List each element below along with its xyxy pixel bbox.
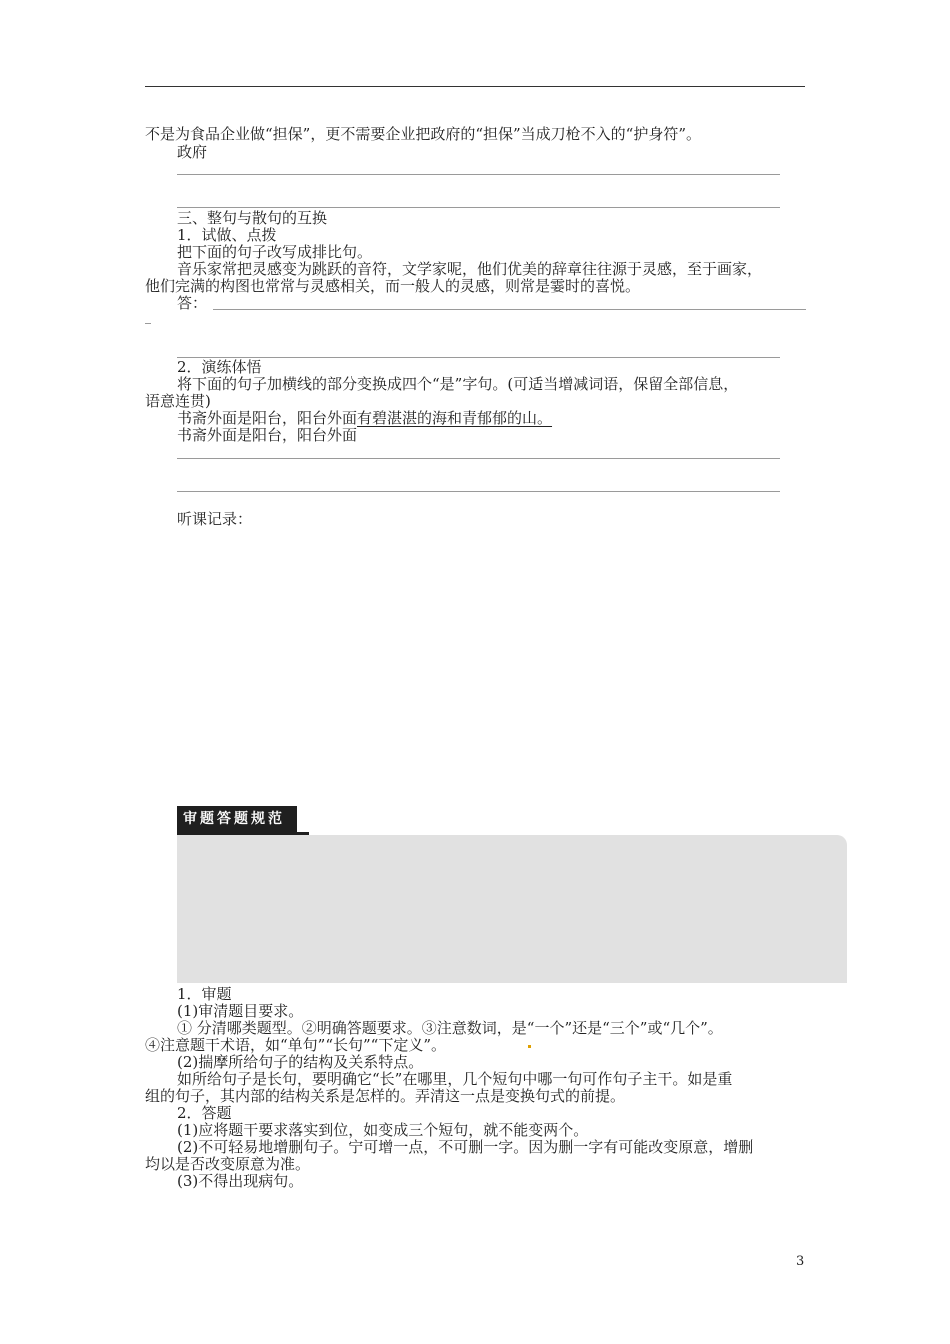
answer-line[interactable]	[213, 309, 806, 310]
exercise-text: 音乐家常把灵感变为跳跃的音符，文学家呢，他们优美的辞章往往源于灵感，至于画家，	[177, 260, 763, 278]
sentence-plain: 书斋外面是阳台，阳台外面	[177, 409, 358, 427]
norm-heading: 1．审题	[177, 985, 232, 1003]
subsection-heading: 1．试做、点拨	[177, 226, 277, 244]
norm-text: 如所给句子是长句，要明确它“长”在哪里，几个短句中哪一句可作句子主干。如是重	[177, 1070, 733, 1088]
answer-line[interactable]	[177, 357, 780, 358]
answer-line[interactable]	[177, 491, 780, 492]
example-sentence	[177, 409, 552, 427]
norm-text: (1)审清题目要求。	[177, 1002, 304, 1020]
paragraph-line: 不是为食品企业做“担保”，更不需要企业把政府的“担保”当成刀枪不入的“护身符”。	[145, 125, 702, 143]
norm-text: (3)不得出现病句。	[177, 1172, 304, 1190]
norm-text: ④注意题干术语，如“单句”“长句”“下定义”。	[145, 1036, 447, 1054]
content-panel	[177, 835, 847, 983]
section-heading: 三、整句与散句的互换	[177, 209, 328, 227]
norm-text: (2)揣摩所给句子的结构及关系特点。	[177, 1053, 424, 1071]
norm-text: (1)应将题干要求落实到位，如变成三个短句，就不能变两个。	[177, 1121, 589, 1139]
answer-line[interactable]	[177, 458, 780, 459]
header-rule	[145, 86, 805, 87]
instruction-text: 将下面的句子加横线的部分变换成四个“是”字句。(可适当增减词语，保留全部信息，	[177, 375, 739, 393]
answer-line[interactable]	[177, 174, 780, 175]
answer-label: 答：	[177, 294, 208, 312]
answer-line[interactable]	[177, 207, 780, 208]
page-number: 3	[796, 1254, 805, 1269]
sentence-underlined: 有碧湛湛的海和青郁郁的山。	[357, 409, 553, 427]
instruction-text: 把下面的句子改写成排比句。	[177, 243, 373, 261]
norm-text: 组的句子，其内部的结构关系是怎样的。弄清这一点是变换句式的前提。	[145, 1087, 626, 1105]
answer-prefix: 书斋外面是阳台，阳台外面	[177, 426, 358, 444]
notes-label: 听课记录：	[177, 510, 253, 528]
norm-text: 均以是否改变原意为准。	[145, 1155, 311, 1173]
norm-text: (2)不可轻易地增删句子。宁可增一点，不可删一字。因为删一字有可能改变原意，增删	[177, 1138, 754, 1156]
section-badge: 审题答题规范	[177, 806, 297, 832]
norm-text: ① 分清哪类题型。②明确答题要求。③注意数词，是“一个”还是“三个”或“几个”。	[177, 1019, 723, 1037]
marker-dot	[528, 1045, 531, 1048]
answer-prefix: 政府	[177, 143, 208, 161]
subsection-heading: 2．演练体悟	[177, 358, 262, 376]
norm-heading: 2．答题	[177, 1104, 232, 1122]
exercise-text: 他们完满的构图也常常与灵感相关，而一般人的灵感，则常是霎时的喜悦。	[145, 277, 641, 295]
instruction-text: 语意连贯)	[145, 392, 211, 410]
answer-line-stub	[145, 323, 151, 324]
